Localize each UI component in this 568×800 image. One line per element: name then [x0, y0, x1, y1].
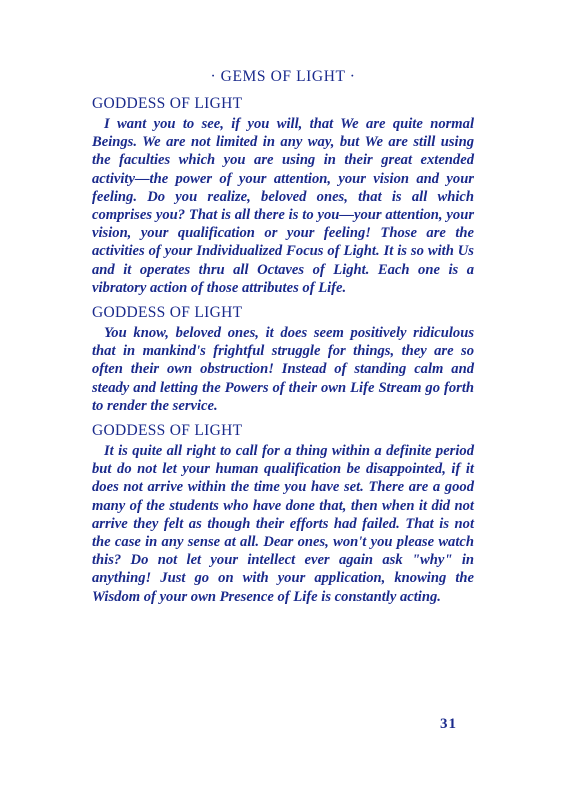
page-number: 31	[440, 716, 457, 732]
section-paragraph: I want you to see, if you will, that We are quite normal Beings. We are not limited in any way, but We are still using the faculties which you are using in their great extended activity—the power of your attention, your vision and your feeling. Do you realize, beloved ones, that is all which comprises you? That is all there is to you—your attention, your vision, your qualification or your feeling! Those are the activities of your Individualized Focus of Light. It is so with Us and it operates thru all Octaves of Light. Each one is a vibratory action of those attributes of Life.	[92, 116, 474, 296]
section-heading: GODDESS OF LIGHT	[92, 422, 243, 440]
page-body	[92, 68, 474, 612]
section-1	[92, 94, 474, 297]
section-heading: GODDESS OF LIGHT	[92, 95, 243, 112]
section-3	[92, 421, 474, 606]
running-head: · GEMS OF LIGHT ·	[210, 68, 356, 85]
section-2	[92, 303, 474, 415]
section-paragraph: You know, beloved ones, it does seem positively ridiculous that in mankind's frightful struggle for things, they are so often their own obstruction! Instead of standing calm and steady and letting the Powers of their own Life Stream go forth to render the service.	[92, 325, 474, 414]
section-heading: GODDESS OF LIGHT	[92, 304, 243, 322]
section-paragraph: It is quite all right to call for a thing within a definite period but do not let your human qualification be disappointed, if it does not arrive within the time you have set. There are a good many of the students who have done that, then when it did not arrive they felt as though their efforts had failed. That is not the case in any sense at all. Dear ones, won't you please watch this? Do not let your intellect ever again ask "why" in anything! Just go on with your application, knowing the Wisdom of your own Presence of Life is constantly acting.	[92, 443, 474, 605]
